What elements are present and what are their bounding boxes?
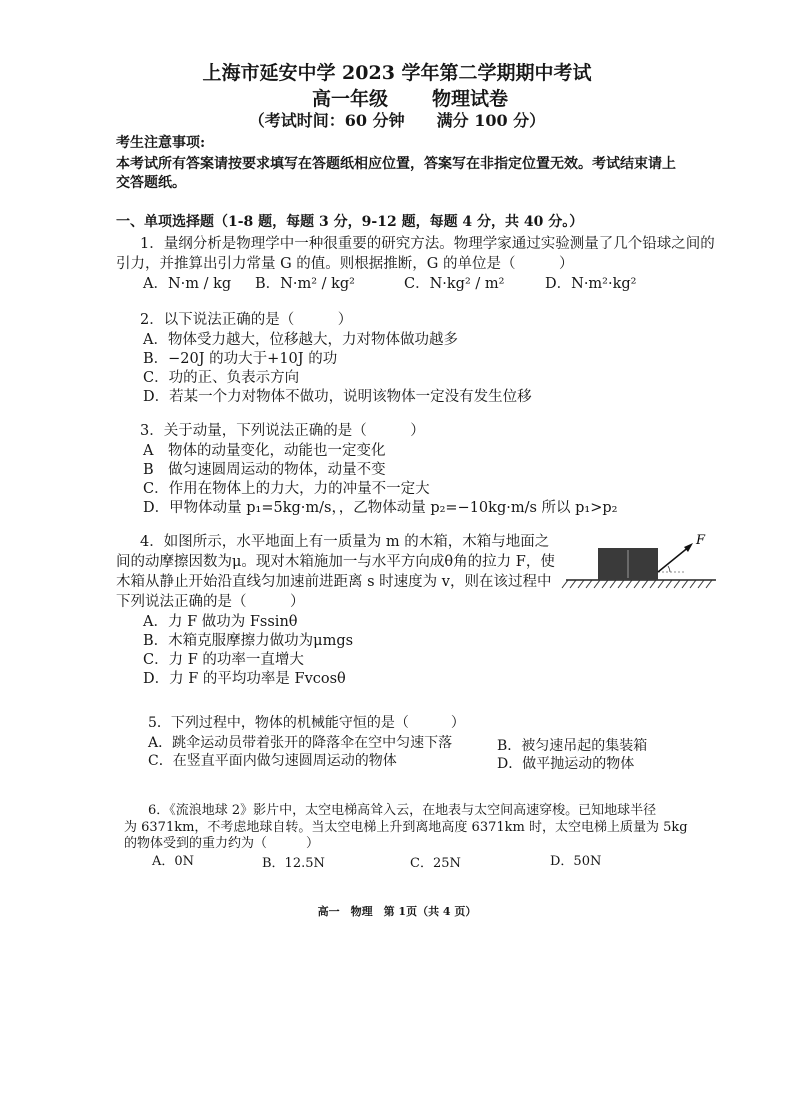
q2-option-c: C．功的正、负表示方向	[143, 370, 300, 386]
page-footer: 高一 物理 第 1页（共 4 页）	[317, 905, 477, 918]
q4-option-b: B．木箱克服摩擦力做功为μmgs	[143, 633, 354, 649]
notice-line-2: 交答题纸。	[116, 175, 186, 191]
q4-stem-line-3: 木箱从静止开始沿直线匀加速前进距离 s 时速度为 v，则在该过程中	[116, 574, 552, 590]
q6-stem-line-2: 为 6371km，不考虑地球自转。当太空电梯上升到离地高度 6371km 时，太空电梯上质量为 5kg	[124, 820, 688, 835]
q4-stem-line-4: 下列说法正确的是（ ）	[116, 594, 305, 610]
q3-option-b: B 做匀速圆周运动的物体，动量不变	[143, 462, 386, 478]
q3-option-a: A 物体的动量变化，动能也一定变化	[143, 443, 386, 459]
q3-option-c: C．作用在物体上的力大，力的冲量不一定大	[143, 481, 430, 497]
q5-option-b: B．被匀速吊起的集装箱	[497, 738, 648, 754]
q1-option-d: D．N·m²·kg²	[545, 276, 637, 292]
force-arrow	[658, 546, 690, 572]
exam-info: （考试时间：60 分钟 满分 100 分）	[248, 111, 546, 130]
notice-line-1: 本考试所有答案请按要求填写在答题纸相应位置，答案写在非指定位置无效。考试结束请上	[116, 156, 676, 172]
q1-option-a: A．N·m / kg	[143, 276, 232, 292]
q2-option-b: B．−20J 的功大于+10J 的功	[143, 351, 338, 367]
q6-stem-line-3: 的物体受到的重力约为（ ）	[124, 836, 320, 851]
q2-stem: 2．以下说法正确的是（ ）	[140, 312, 353, 328]
q4-option-d: D．力 F 的平均功率是 Fvcosθ	[143, 671, 346, 687]
ground-line	[562, 580, 716, 588]
notice-heading: 考生注意事项:	[116, 135, 206, 151]
q1-option-c: C．N·kg² / m²	[404, 276, 505, 292]
q5-stem: 5．下列过程中，物体的机械能守恒的是（ ）	[148, 715, 465, 731]
q4-option-c: C．力 F 的功率一直增大	[143, 652, 304, 668]
q3-stem: 3．关于动量，下列说法正确的是（ ）	[140, 423, 425, 439]
force-label: F	[696, 533, 706, 548]
q6-option-c: C．25N	[410, 856, 461, 871]
exam-subject: 物理试卷	[432, 88, 509, 110]
q1-stem-line-2: 引力，并推算出引力常量 G 的值。则根据推断，G 的单位是（ ）	[116, 256, 574, 272]
q5-option-c: C．在竖直平面内做匀速圆周运动的物体	[148, 753, 397, 769]
q6-stem-line-1: 6．《流浪地球 2》影片中，太空电梯高耸入云，在地表与太空间高速穿梭。已知地球半径	[148, 803, 657, 818]
q4-option-a: A．力 F 做功为 Fssinθ	[143, 614, 298, 630]
q2-option-d: D．若某一个力对物体不做功，说明该物体一定没有发生位移	[143, 389, 532, 405]
section-heading: 一、单项选择题（1-8 题，每题 3 分，9-12 题，每题 4 分，共 40 分。）	[116, 214, 584, 230]
q4-stem-line-2: 间的动摩擦因数为μ。现对木箱施加一与水平方向成θ角的拉力 F，使	[116, 554, 555, 570]
q1-option-b: B．N·m² / kg²	[255, 276, 355, 292]
q6-option-b: B．12.5N	[262, 856, 325, 871]
q5-option-a: A．跳伞运动员带着张开的降落伞在空中匀速下落	[148, 735, 453, 751]
q4-stem-line-1: 4．如图所示，水平地面上有一质量为 m 的木箱，木箱与地面之	[140, 534, 550, 550]
q6-option-d: D．50N	[550, 854, 602, 869]
exam-title: 上海市延安中学 2023 学年第二学期期中考试	[202, 62, 592, 84]
exam-grade: 高一年级	[312, 88, 389, 110]
q5-option-d: D．做平抛运动的物体	[497, 756, 635, 772]
q6-option-a: A．0N	[152, 854, 195, 869]
q1-stem-line-1: 1．量纲分析是物理学中一种很重要的研究方法。物理学家通过实验测量了几个铅球之间的	[140, 236, 715, 252]
q2-option-a: A．物体受力越大，位移越大，力对物体做功越多	[143, 332, 458, 348]
q3-option-d: D．甲物体动量 p₁=5kg·m/s，，乙物体动量 p₂=−10kg·m/s 所以 p₁>p₂	[143, 500, 618, 516]
q4-figure-box-diagram	[560, 532, 720, 596]
